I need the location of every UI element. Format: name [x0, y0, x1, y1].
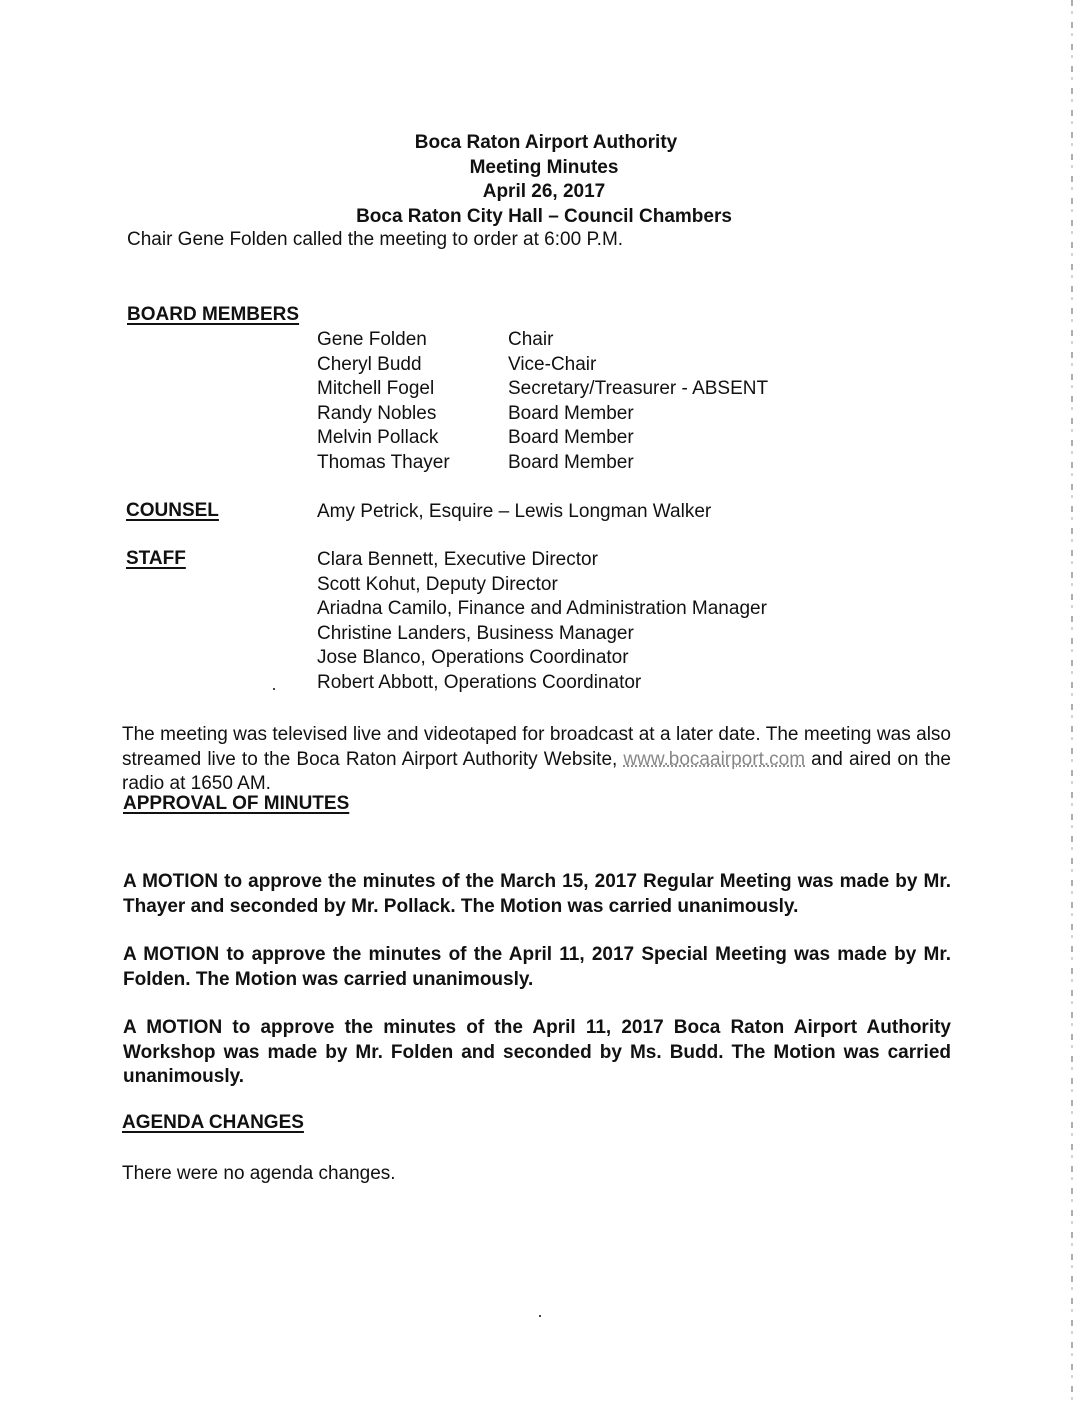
member-name: Mitchell Fogel — [317, 378, 435, 400]
motion-paragraph: A MOTION to approve the minutes of the March 15, 2017 Regular Meeting was made by Mr. Thayer and seconded by Mr. Pollack. The Motion was carried unanimously. — [123, 871, 951, 917]
member-name: Cheryl Budd — [317, 353, 422, 375]
scan-speck — [273, 688, 275, 690]
board-member-row — [317, 402, 768, 427]
staff-member: Scott Kohut, Deputy Director — [317, 573, 558, 595]
broadcast-text: The meeting was televised live and videotaped for broadcast at a later date. The meeting was also streamed live to the Boca Raton Airport Authority Website, — [122, 724, 951, 770]
motion-paragraph: A MOTION to approve the minutes of the April 11, 2017 Special Meeting was made by Mr. Folden. The Motion was carried unanimously. — [123, 944, 951, 990]
member-role: Secretary/Treasurer - ABSENT — [508, 378, 769, 400]
board-member-row — [317, 377, 768, 402]
board-member-row — [317, 426, 768, 451]
member-name: Thomas Thayer — [317, 451, 450, 473]
board-member-row — [317, 353, 768, 378]
member-name: Gene Folden — [317, 329, 427, 350]
board-members-heading: BOARD MEMBERS — [127, 304, 300, 325]
document-type: Meeting Minutes — [469, 156, 619, 178]
agenda-changes-heading: AGENDA CHANGES — [122, 1112, 304, 1133]
counsel-heading: COUNSEL — [126, 500, 219, 521]
organization-title: Boca Raton Airport Authority — [414, 132, 678, 153]
staff-list — [317, 548, 767, 696]
member-name: Melvin Pollack — [317, 427, 439, 449]
member-role: Board Member — [508, 427, 634, 449]
staff-member: Robert Abbott, Operations Coordinator — [317, 671, 642, 693]
staff-member: Ariadna Camilo, Finance and Administration Manager — [317, 598, 767, 620]
staff-member: Christine Landers, Business Manager — [317, 622, 634, 644]
call-to-order: Chair Gene Folden called the meeting to order at 6:00 P.M. — [127, 229, 624, 250]
board-members-list — [317, 328, 768, 476]
board-member-row — [317, 328, 768, 353]
agenda-changes-text: There were no agenda changes. — [122, 1163, 396, 1184]
meeting-date: April 26, 2017 — [482, 181, 606, 202]
broadcast-paragraph — [122, 723, 951, 797]
broadcast-text-tail: and aired on the radio at 1650 AM. — [122, 748, 951, 794]
counsel-value: Amy Petrick, Esquire – Lewis Longman Walker — [317, 501, 712, 522]
meeting-location: Boca Raton City Hall – Council Chambers — [356, 205, 732, 227]
board-member-row — [317, 451, 768, 476]
member-role: Board Member — [508, 451, 634, 473]
staff-heading: STAFF — [126, 548, 186, 569]
motion-paragraph: A MOTION to approve the minutes of the April 11, 2017 Boca Raton Airport Authority Workshop was made by Mr. Folden and seconded by Ms. Budd. The Motion was carried unanimously. — [123, 1017, 951, 1087]
member-role: Chair — [508, 329, 554, 350]
staff-member: Jose Blanco, Operations Coordinator — [317, 647, 629, 669]
document-header — [0, 131, 1088, 229]
staff-member: Clara Bennett, Executive Director — [317, 549, 598, 570]
member-role: Vice-Chair — [508, 353, 597, 375]
website-link[interactable]: www.bocaairport.com — [623, 748, 806, 770]
scan-speck — [539, 1315, 541, 1317]
member-name: Randy Nobles — [317, 402, 437, 424]
member-role: Board Member — [508, 402, 634, 424]
approval-of-minutes-heading: APPROVAL OF MINUTES — [123, 793, 350, 814]
